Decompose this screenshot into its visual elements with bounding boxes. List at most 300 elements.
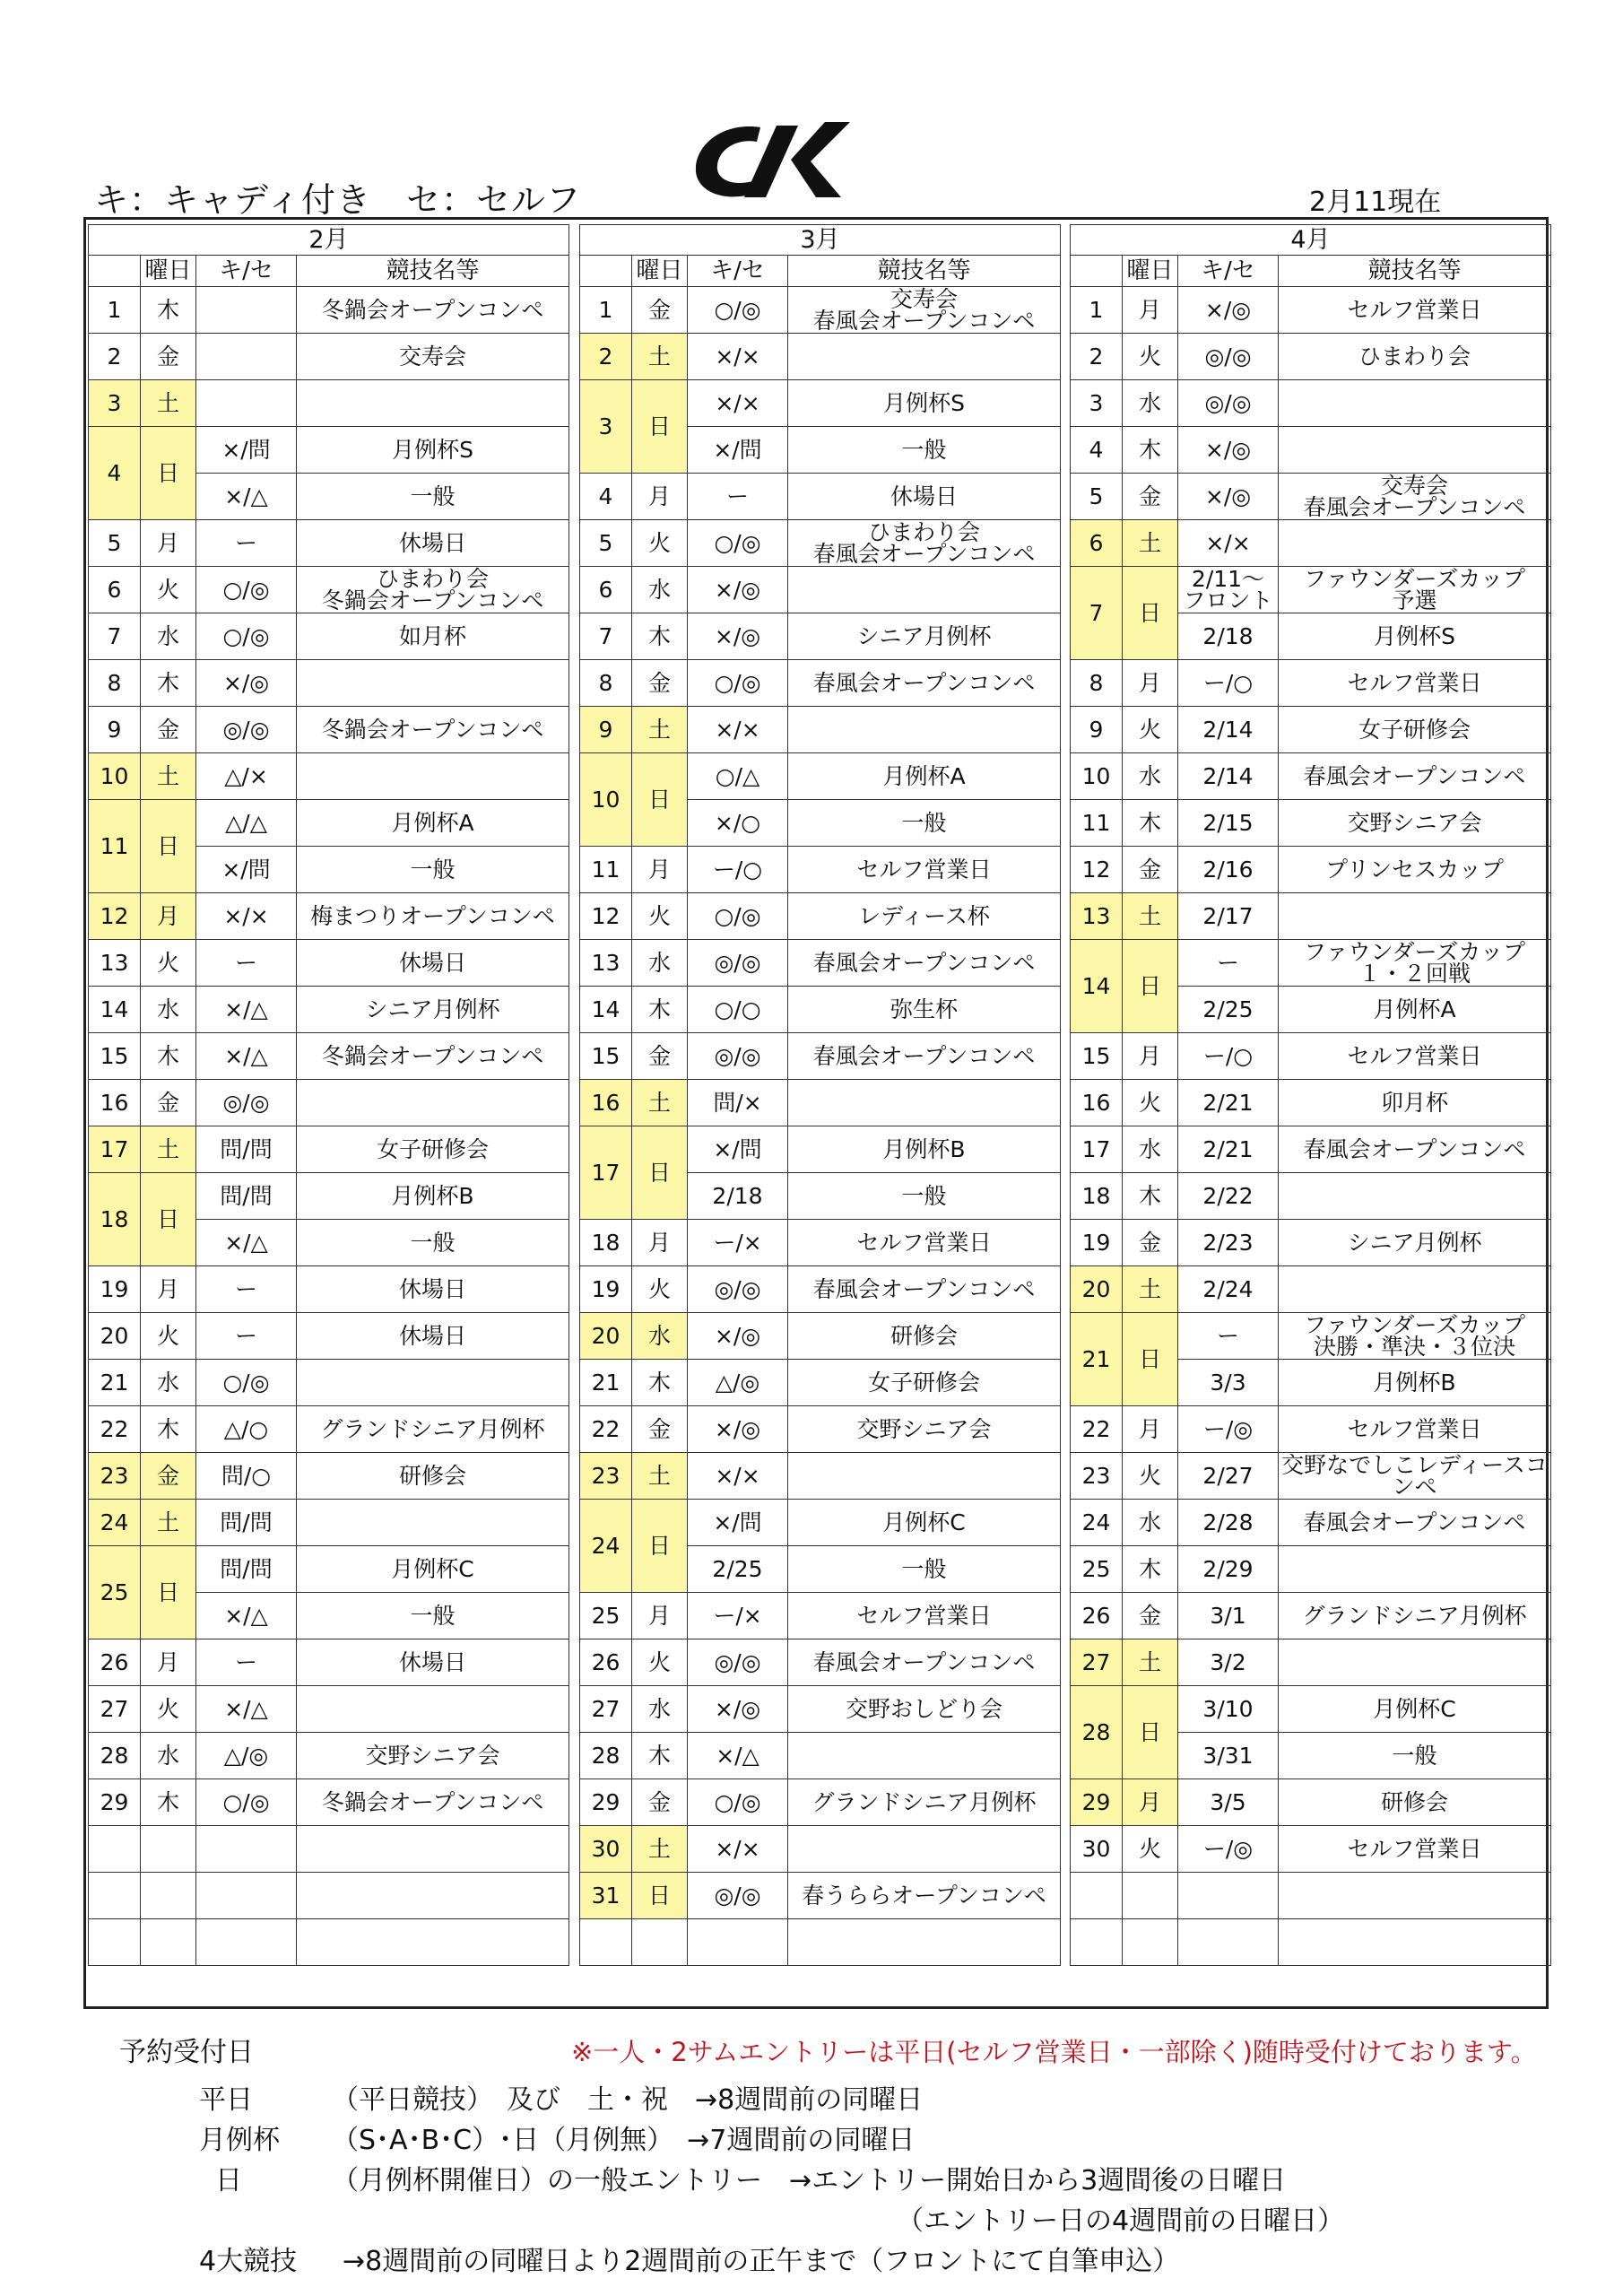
weekday: 土 <box>632 1826 688 1873</box>
caddie-self-status: ×/問 <box>688 427 788 474</box>
event-name: セルフ営業日 <box>1279 1826 1551 1873</box>
weekday: 火 <box>1123 1453 1178 1500</box>
caddie-self-status: ○/◎ <box>688 660 788 707</box>
caddie-self-status: ー <box>196 1313 297 1360</box>
rule-weekday-text: （平日競技） 及び 土・祝 →8週間前の同曜日 <box>332 2084 924 2116</box>
caddie-self-status: ×/× <box>1178 520 1279 567</box>
day-number <box>89 1873 141 1919</box>
event-name: 休場日 <box>788 474 1061 520</box>
day-number: 2 <box>1071 334 1123 380</box>
weekday: 水 <box>1123 1126 1178 1173</box>
event-name: 休場日 <box>297 1639 569 1686</box>
day-row <box>89 287 569 334</box>
weekday: 火 <box>1123 707 1178 753</box>
caddie-self-status: ○/◎ <box>196 613 297 660</box>
weekday: 金 <box>1123 1220 1178 1266</box>
header-date <box>580 256 632 287</box>
caddie-self-status: △/△ <box>196 800 297 847</box>
day-number: 12 <box>89 893 141 940</box>
weekday: 金 <box>141 707 196 753</box>
event-name: 春風会オープンコンペ <box>788 1639 1061 1686</box>
caddie-self-status: ×/◎ <box>688 1686 788 1733</box>
event-name: 月例杯A <box>297 800 569 847</box>
day-row <box>1071 474 1551 520</box>
caddie-self-status: △/× <box>196 753 297 800</box>
weekday <box>1123 1919 1178 1966</box>
day-row <box>580 1033 1061 1080</box>
caddie-self-status: ×/△ <box>196 1033 297 1080</box>
day-row <box>1071 1779 1551 1826</box>
month-table-april <box>1070 224 1551 1966</box>
caddie-self-status: 3/10 <box>1178 1686 1279 1733</box>
day-row <box>1071 1546 1551 1593</box>
event-name: セルフ営業日 <box>788 1220 1061 1266</box>
event-name: プリンセスカップ <box>1279 847 1551 893</box>
caddie-self-status: 問/× <box>688 1080 788 1126</box>
day-number: 18 <box>580 1220 632 1266</box>
day-number: 13 <box>89 940 141 987</box>
day-row <box>1071 1033 1551 1080</box>
day-number: 21 <box>89 1360 141 1406</box>
weekday: 金 <box>632 287 688 334</box>
weekday: 木 <box>141 660 196 707</box>
day-row <box>89 1126 569 1173</box>
caddie-self-status: ー <box>1178 940 1279 987</box>
day-row <box>89 334 569 380</box>
weekday: 水 <box>632 940 688 987</box>
day-number: 27 <box>1071 1639 1123 1686</box>
weekday: 土 <box>1123 1266 1178 1313</box>
day-row <box>580 474 1061 520</box>
caddie-self-status: ×/◎ <box>688 567 788 613</box>
weekday <box>141 1919 196 1966</box>
caddie-self-status: 2/18 <box>688 1173 788 1220</box>
event-name <box>788 1453 1061 1500</box>
event-name: 月例杯C <box>1279 1686 1551 1733</box>
event-name: レディース杯 <box>788 893 1061 940</box>
day-number: 6 <box>1071 520 1123 567</box>
caddie-self-status: ー <box>688 474 788 520</box>
day-row <box>1071 520 1551 567</box>
event-name: 春風会オープンコンペ <box>1279 1500 1551 1546</box>
weekday: 金 <box>141 1080 196 1126</box>
caddie-self-status: ○/◎ <box>196 1779 297 1826</box>
day-row <box>1071 1173 1551 1220</box>
day-row <box>1071 1593 1551 1639</box>
weekday: 土 <box>141 753 196 800</box>
day-row <box>580 1313 1061 1360</box>
weekday: 金 <box>632 1033 688 1080</box>
weekday: 木 <box>1123 427 1178 474</box>
day-number: 21 <box>1071 1313 1123 1406</box>
rule-major-text: →8週間前の同曜日より2週間前の正午まで（フロントにて自筆申込） <box>343 2246 1180 2277</box>
day-number: 16 <box>1071 1080 1123 1126</box>
day-row <box>1071 567 1551 613</box>
day-row <box>1071 893 1551 940</box>
weekday: 日 <box>1123 940 1178 1033</box>
weekday: 土 <box>1123 893 1178 940</box>
caddie-self-status: ×/問 <box>688 1500 788 1546</box>
day-number: 16 <box>580 1080 632 1126</box>
as-of-date: 2月11現在 <box>1309 187 1442 218</box>
weekday: 水 <box>632 1686 688 1733</box>
day-row <box>89 1733 569 1779</box>
day-row <box>580 707 1061 753</box>
event-name: 交野シニア会 <box>297 1733 569 1779</box>
day-row <box>580 753 1061 800</box>
day-row <box>1071 1873 1551 1919</box>
day-row <box>580 1220 1061 1266</box>
caddie-self-status: ×/× <box>196 893 297 940</box>
header-weekday: 曜日 <box>632 256 688 287</box>
weekday: 火 <box>141 1313 196 1360</box>
weekday: 土 <box>141 1500 196 1546</box>
event-name: 女子研修会 <box>788 1360 1061 1406</box>
day-number: 14 <box>580 987 632 1033</box>
event-name: 女子研修会 <box>297 1126 569 1173</box>
weekday: 月 <box>141 893 196 940</box>
event-name: ひまわり会 <box>1279 334 1551 380</box>
event-name: セルフ営業日 <box>1279 660 1551 707</box>
caddie-self-status: △/◎ <box>688 1360 788 1406</box>
header-caddie-self: キ/セ <box>196 256 297 287</box>
caddie-self-status: ー <box>196 520 297 567</box>
event-name: 春風会オープンコンペ <box>1279 753 1551 800</box>
caddie-self-status: 問/問 <box>196 1173 297 1220</box>
event-name: 春風会オープンコンペ <box>1279 1126 1551 1173</box>
caddie-self-status: ー/× <box>688 1220 788 1266</box>
weekday: 金 <box>632 660 688 707</box>
day-number: 9 <box>1071 707 1123 753</box>
day-number: 20 <box>89 1313 141 1360</box>
day-row <box>1071 1080 1551 1126</box>
day-row <box>580 1360 1061 1406</box>
day-number: 2 <box>580 334 632 380</box>
weekday: 木 <box>141 287 196 334</box>
weekday: 水 <box>632 567 688 613</box>
weekday: 月 <box>1123 1033 1178 1080</box>
day-number: 3 <box>1071 380 1123 427</box>
day-row <box>1071 707 1551 753</box>
day-number: 11 <box>1071 800 1123 847</box>
day-row <box>89 1080 569 1126</box>
caddie-self-status: ×/△ <box>196 474 297 520</box>
caddie-self-status: ×/× <box>688 707 788 753</box>
day-number: 14 <box>89 987 141 1033</box>
day-number: 25 <box>89 1546 141 1639</box>
event-name: 交寿会 <box>297 334 569 380</box>
day-row <box>580 660 1061 707</box>
day-number: 18 <box>1071 1173 1123 1220</box>
day-row <box>89 660 569 707</box>
caddie-self-status: ×/◎ <box>1178 427 1279 474</box>
day-number: 5 <box>580 520 632 567</box>
event-name: 月例杯A <box>788 753 1061 800</box>
caddie-self-status: ー <box>196 940 297 987</box>
weekday: 木 <box>632 987 688 1033</box>
weekday: 月 <box>1123 1779 1178 1826</box>
day-number: 4 <box>1071 427 1123 474</box>
event-name: 研修会 <box>788 1313 1061 1360</box>
weekday: 火 <box>1123 1826 1178 1873</box>
event-name: セルフ営業日 <box>1279 1406 1551 1453</box>
caddie-self-status: ー <box>196 1266 297 1313</box>
weekday: 金 <box>1123 847 1178 893</box>
event-name: 交野シニア会 <box>1279 800 1551 847</box>
rule-major-label: 4大競技 <box>199 2246 298 2277</box>
event-name: 如月杯 <box>297 613 569 660</box>
event-name <box>1279 1919 1551 1966</box>
weekday: 日 <box>141 427 196 520</box>
event-name: 一般 <box>788 1546 1061 1593</box>
weekday: 火 <box>632 893 688 940</box>
day-row <box>580 1873 1061 1919</box>
caddie-self-status: 2/16 <box>1178 847 1279 893</box>
event-name: 月例杯B <box>297 1173 569 1220</box>
event-name: 春風会オープンコンペ <box>788 1033 1061 1080</box>
weekday: 日 <box>632 753 688 847</box>
day-row <box>89 1453 569 1500</box>
weekday: 金 <box>141 1453 196 1500</box>
caddie-self-status: 2/23 <box>1178 1220 1279 1266</box>
caddie-self-status: 2/28 <box>1178 1500 1279 1546</box>
event-name: 休場日 <box>297 1266 569 1313</box>
day-row <box>580 1779 1061 1826</box>
event-name <box>788 707 1061 753</box>
weekday: 木 <box>141 1406 196 1453</box>
day-number: 19 <box>1071 1220 1123 1266</box>
caddie-self-status: ー/× <box>688 1593 788 1639</box>
event-name <box>1279 1873 1551 1919</box>
day-number: 7 <box>89 613 141 660</box>
weekday: 日 <box>141 1173 196 1266</box>
weekday: 火 <box>141 1686 196 1733</box>
day-row <box>89 380 569 427</box>
weekday: 火 <box>632 1266 688 1313</box>
day-row <box>1071 660 1551 707</box>
event-name <box>297 1686 569 1733</box>
month-title: 3月 <box>580 225 1061 256</box>
day-number: 26 <box>1071 1593 1123 1639</box>
day-row <box>580 1686 1061 1733</box>
weekday: 日 <box>632 1500 688 1593</box>
calendar-table <box>1070 224 1551 1966</box>
caddie-self-status: 2/17 <box>1178 893 1279 940</box>
day-number: 19 <box>89 1266 141 1313</box>
event-name: 休場日 <box>297 940 569 987</box>
day-number: 10 <box>1071 753 1123 800</box>
caddie-self-status <box>196 287 297 334</box>
weekday: 木 <box>1123 1546 1178 1593</box>
weekday: 月 <box>141 1639 196 1686</box>
day-row <box>580 940 1061 987</box>
caddie-self-status: ー/◎ <box>1178 1406 1279 1453</box>
event-name <box>297 660 569 707</box>
caddie-self-status: 2/22 <box>1178 1173 1279 1220</box>
event-name: 月例杯B <box>1279 1360 1551 1406</box>
day-number: 1 <box>89 287 141 334</box>
caddie-self-status: ×/問 <box>196 847 297 893</box>
event-name: 春風会オープンコンペ <box>788 940 1061 987</box>
day-number: 17 <box>1071 1126 1123 1173</box>
weekday: 日 <box>632 1126 688 1220</box>
day-number: 7 <box>580 613 632 660</box>
event-name: セルフ営業日 <box>1279 1033 1551 1080</box>
day-number: 12 <box>580 893 632 940</box>
calendar-table <box>88 224 569 1966</box>
weekday <box>632 1919 688 1966</box>
day-number: 15 <box>580 1033 632 1080</box>
day-number: 22 <box>89 1406 141 1453</box>
event-name: 卯月杯 <box>1279 1080 1551 1126</box>
caddie-self-status: ー/○ <box>1178 660 1279 707</box>
day-number: 23 <box>1071 1453 1123 1500</box>
event-name: ファウンダーズカップ １・２回戦 <box>1279 940 1551 987</box>
caddie-self-status: ○/○ <box>688 987 788 1033</box>
event-name: 休場日 <box>297 520 569 567</box>
weekday <box>141 1873 196 1919</box>
caddie-self-status: ×/× <box>688 380 788 427</box>
day-row <box>89 1266 569 1313</box>
caddie-self-status: ー/◎ <box>1178 1826 1279 1873</box>
legend: キ：キャディ付き セ：セルフ <box>94 180 581 220</box>
day-row <box>89 1779 569 1826</box>
caddie-self-status: ○/◎ <box>196 567 297 613</box>
caddie-self-status: 3/1 <box>1178 1593 1279 1639</box>
weekday: 土 <box>141 380 196 427</box>
caddie-self-status: 3/3 <box>1178 1360 1279 1406</box>
day-row <box>89 1826 569 1873</box>
event-name: 冬鍋会オープンコンペ <box>297 1779 569 1826</box>
day-row <box>1071 1126 1551 1173</box>
rule-monthly-label: 月例杯 <box>199 2125 280 2156</box>
caddie-self-status: ×/問 <box>688 1126 788 1173</box>
header-weekday: 曜日 <box>1123 256 1178 287</box>
day-number: 26 <box>580 1639 632 1686</box>
rule-sunday-text: （月例杯開催日）の一般エントリー →エントリー開始日から3週間後の日曜日 <box>332 2165 1287 2196</box>
caddie-self-status: ◎/◎ <box>1178 380 1279 427</box>
month-table-march <box>579 224 1061 1966</box>
day-number <box>1071 1873 1123 1919</box>
caddie-self-status <box>1178 1919 1279 1966</box>
day-number: 16 <box>89 1080 141 1126</box>
caddie-self-status: ×/△ <box>688 1733 788 1779</box>
event-name <box>1279 520 1551 567</box>
event-name: グランドシニア月例杯 <box>297 1406 569 1453</box>
weekday: 土 <box>632 707 688 753</box>
day-number: 11 <box>580 847 632 893</box>
day-row <box>89 1873 569 1919</box>
day-row <box>1071 1406 1551 1453</box>
day-number: 29 <box>580 1779 632 1826</box>
day-number: 29 <box>1071 1779 1123 1826</box>
weekday: 月 <box>632 847 688 893</box>
caddie-self-status: ー/○ <box>1178 1033 1279 1080</box>
weekday: 金 <box>1123 1593 1178 1639</box>
header-date <box>1071 256 1123 287</box>
day-number: 7 <box>1071 567 1123 660</box>
event-name: 春風会オープンコンペ <box>788 1266 1061 1313</box>
day-row <box>580 1826 1061 1873</box>
event-name <box>297 1500 569 1546</box>
weekday: 土 <box>632 1080 688 1126</box>
event-name: 一般 <box>297 1593 569 1639</box>
weekday: 水 <box>141 1360 196 1406</box>
day-number: 24 <box>89 1500 141 1546</box>
weekday: 土 <box>141 1126 196 1173</box>
caddie-self-status: 問/問 <box>196 1126 297 1173</box>
rule-weekday-label: 平日 <box>199 2084 253 2116</box>
day-number: 8 <box>580 660 632 707</box>
day-row <box>89 987 569 1033</box>
event-name <box>1279 380 1551 427</box>
caddie-self-status: 3/2 <box>1178 1639 1279 1686</box>
day-row <box>89 893 569 940</box>
day-row <box>1071 287 1551 334</box>
event-name: 研修会 <box>297 1453 569 1500</box>
day-row <box>1071 380 1551 427</box>
reservation-title: 予約受付日 <box>119 2037 254 2068</box>
event-name <box>1279 1639 1551 1686</box>
weekday: 金 <box>632 1406 688 1453</box>
caddie-self-status: ×/△ <box>196 1593 297 1639</box>
rule-sunday-note: （エントリー日の4週間前の日曜日） <box>897 2205 1345 2237</box>
caddie-self-status: ○/◎ <box>688 893 788 940</box>
day-row <box>1071 753 1551 800</box>
caddie-self-status: ◎/◎ <box>196 1080 297 1126</box>
weekday: 木 <box>632 1360 688 1406</box>
caddie-self-status <box>1178 1873 1279 1919</box>
caddie-self-status: 2/15 <box>1178 800 1279 847</box>
day-number: 12 <box>1071 847 1123 893</box>
day-row <box>1071 1453 1551 1500</box>
event-name: 交野おしどり会 <box>788 1686 1061 1733</box>
day-row <box>580 520 1061 567</box>
day-number: 6 <box>580 567 632 613</box>
day-number: 28 <box>1071 1686 1123 1779</box>
weekday: 水 <box>1123 380 1178 427</box>
event-name <box>788 1733 1061 1779</box>
day-row <box>89 427 569 474</box>
caddie-self-status: ×/△ <box>196 1220 297 1266</box>
day-number: 25 <box>580 1593 632 1639</box>
caddie-self-status: 2/24 <box>1178 1266 1279 1313</box>
day-number: 13 <box>1071 893 1123 940</box>
caddie-self-status: ×/◎ <box>688 613 788 660</box>
day-row <box>89 940 569 987</box>
day-number: 24 <box>1071 1500 1123 1546</box>
event-name: 春風会オープンコンペ <box>788 660 1061 707</box>
event-name: 春うららオープンコンペ <box>788 1873 1061 1919</box>
caddie-self-status: 3/5 <box>1178 1779 1279 1826</box>
day-number: 2 <box>89 334 141 380</box>
event-name <box>297 1826 569 1873</box>
day-row <box>580 1266 1061 1313</box>
weekday: 水 <box>141 1733 196 1779</box>
day-row <box>580 1593 1061 1639</box>
day-row <box>89 520 569 567</box>
caddie-self-status: 2/25 <box>688 1546 788 1593</box>
day-number: 1 <box>580 287 632 334</box>
event-name: 一般 <box>788 800 1061 847</box>
day-row <box>89 1360 569 1406</box>
caddie-self-status: 2/11～ フロント <box>1178 567 1279 613</box>
day-row <box>89 800 569 847</box>
day-row <box>89 1313 569 1360</box>
weekday <box>141 1826 196 1873</box>
day-row <box>1071 847 1551 893</box>
event-name: 交野なでしこレディースコンペ <box>1279 1453 1551 1500</box>
